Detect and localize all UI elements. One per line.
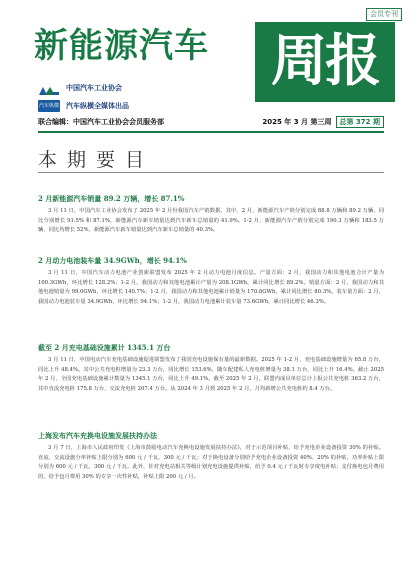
member-badge: 会员专刊	[366, 8, 402, 21]
newsletter-title: 新能源汽车	[34, 26, 209, 66]
article-4	[38, 431, 384, 482]
weekly-title-block: 周报	[255, 22, 395, 102]
media-logo-icon: 汽车纵横	[38, 100, 60, 112]
issue-date: 2025 年 3 月 第三周	[262, 118, 332, 126]
article-title: 2 月动力电池装车量 34.9GWh，增长 94.1%	[38, 256, 187, 265]
section-rule	[38, 172, 384, 173]
issue-number: 总第 372 期	[336, 116, 385, 128]
org-row-media	[38, 100, 129, 112]
article-body: 3 月 11 日，中国电动汽车充电基础设施促进联盟发布了我国充电设施保有量的最新数据。2025 年 1-2 月，充电基础设施增量为 65.8 万台，同比上升 48.4%。其中公共充电桩增量为 23.3 万台，同比增长 153.6%，随车配建私人充电桩增量为 38.1 万台，同比上升 16.4%。截止 2025 年 2 月，全国充电基础设施累计数量为 1345.1 万台，同比上升 49.1%。截至 2025 年 2 月，联盟内成员单位总计上报公共充电桩 363.2 万台，其中直流充电桩 175.8 万台，交流充电桩 207.4 万台。从 2024 年 3 月到 2025 年 2 月，月均新增公共充电桩约 8.4 万台。	[38, 357, 384, 392]
article-2	[38, 256, 384, 307]
caam-logo-icon	[38, 82, 60, 94]
article-title: 截至 2 月充电基础设施累计 1345.1 万台	[38, 343, 171, 352]
article-title: 上海发布汽车充换电设施发展扶持办法	[38, 431, 157, 440]
joint-editor: 联合编辑：中国汽车工业协会会员服务部	[38, 118, 164, 126]
org-association-name: 中国汽车工业协会	[66, 84, 122, 92]
article-body: 3 月 11 日，中国汽车工业协会发布了 2025 年 2 月份我国汽车产销数据。其中，2 月，新能源汽车产销分别完成 88.8 万辆和 89.2 万辆，同比分别增长 91.5% 和 87.1%，新能源汽车新车销量达到汽车新车总销量的 41.9%。1-2 月，新能源汽车产销分别完成 190.3 万辆和 183.5 万辆，同比均增长 52%，新能源汽车新车销量达到汽车新车总销量的 40.3%。	[38, 208, 384, 234]
issue-info	[262, 116, 384, 128]
org-media-name: 汽车纵横全媒体出品	[66, 102, 129, 110]
article-body: 3 月 7 日，上海市人民政府印发《上海市鼓励电动汽车充换电设施发展扶持办法》，对于示范项目补贴，给予充电企业设备投资 30% 的补贴。直流、交流设施分率补贴上限分别为 600 元 / 千瓦、300 元 / 千瓦；对于换电设备分别给予充电企业设备投资 40%、20% 的补贴，功率补贴上限分别为 600 元 / 千瓦，300 元 / 千瓦。此外，针对充电站相关等级计划充电设施提供补贴，给予 0.4 元 / 千瓦时专享度电补贴；支付换电包月费用的，给予包月费用 30% 的专享一次性补贴，补贴上限 200 元 / 月。	[38, 445, 384, 480]
masthead-meta	[38, 117, 384, 129]
article-body: 3 月 11 日，中国汽车动力电池产业创新联盟发布 2025 年 2 月动力电池月度信息。产量方面：2 月，我国动力和其他电池合计产量为 100.3GWh，环比增长 128.2%；1-2 月，我国动力和其他电池累计产量为 208.1GWh，累计同比增长 89.2%。销量方面：2 月，我国动力和其他电池销量为 99.0GWh，环比增长 140.7%；1-2 月，我国动力和其他电池累计销量为 170.8GWh，累计同比增长 80.3%。装车量方面：2 月，我国动力电池装车量 34.9GWh，环比增长 94.1%；1-2 月，我国动力电池累计装车量 73.6GWh，累计同比增长 46.3%。	[38, 270, 384, 305]
masthead-rule	[38, 131, 384, 133]
article-3	[38, 343, 384, 394]
section-title: 本期要目	[38, 149, 155, 171]
article-title: 2 月新能源汽车销量 89.2 万辆，增长 87.1%	[38, 194, 185, 203]
article-1	[38, 194, 384, 236]
org-row-association	[38, 82, 122, 94]
